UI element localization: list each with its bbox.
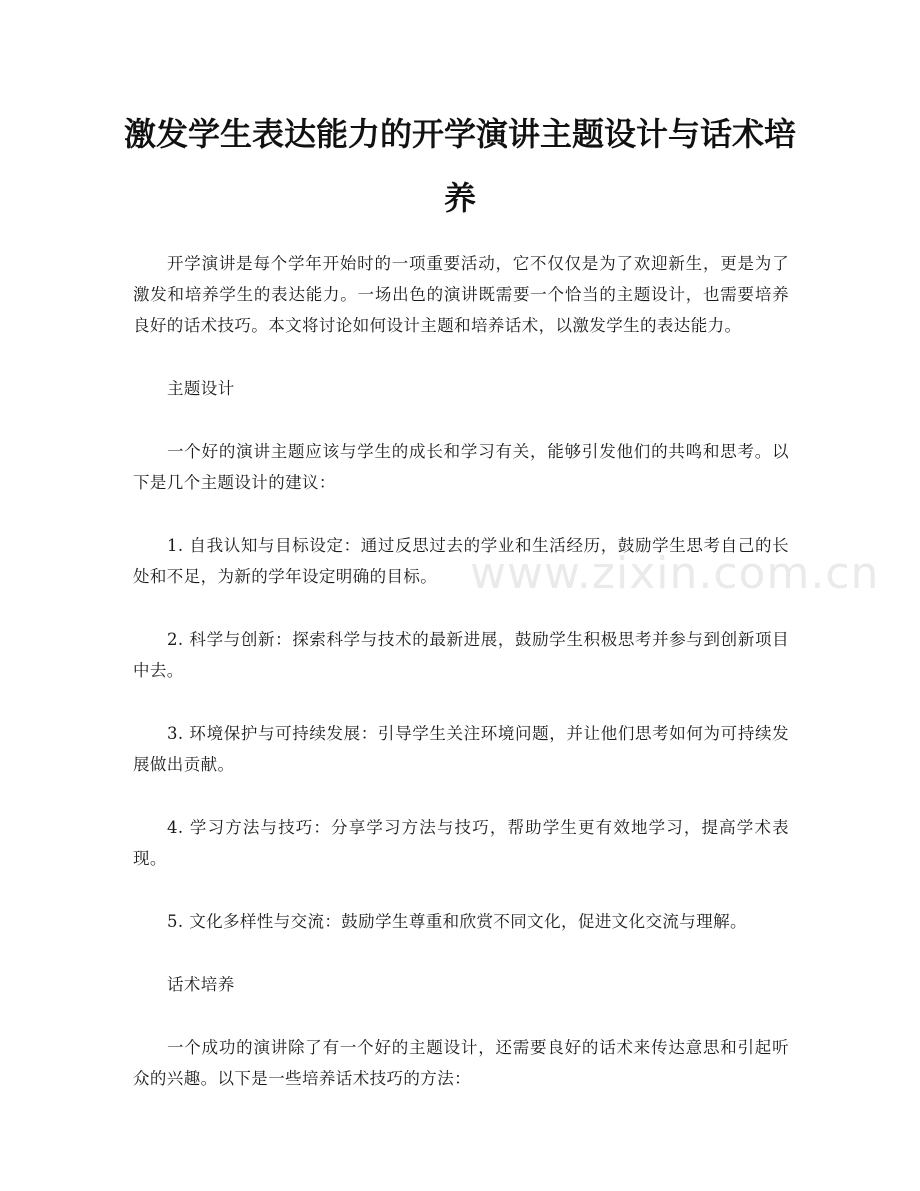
theme-design-paragraph: 一个好的演讲主题应该与学生的成长和学习有关，能够引发他们的共鸣和思考。以下是几个主题设计的建议：: [133, 442, 789, 492]
list-item-1: 1. 自我认知与目标设定：通过反思过去的学业和生活经历，鼓励学生思考自己的长处和不足，为新的学年设定明确的目标。: [133, 536, 789, 586]
list-item-5: 5. 文化多样性与交流：鼓励学生尊重和欣赏不同文化，促进文化交流与理解。: [167, 912, 747, 931]
document-title: 激发学生表达能力的开学演讲主题设计与话术培养: [123, 115, 796, 217]
list-item-3: 3. 环境保护与可持续发展：引导学生关注环境问题，并让他们思考如何为可持续发展做出贡献。: [133, 724, 789, 774]
intro-paragraph: 开学演讲是每个学年开始时的一项重要活动，它不仅仅是为了欢迎新生，更是为了激发和培养学生的表达能力。一场出色的演讲既需要一个恰当的主题设计，也需要培养良好的话术技巧。本文将讨论如何设计主题和培养话术，以激发学生的表达能力。: [133, 254, 789, 335]
watermark: www.zixin.com.cn: [470, 548, 880, 599]
list-item-4: 4. 学习方法与技巧：分享学习方法与技巧，帮助学生更有效地学习，提高学术表现。: [133, 818, 789, 868]
section-heading-speech-skills: 话术培养: [167, 975, 235, 994]
section-heading-theme-design: 主题设计: [167, 379, 235, 398]
speech-skills-paragraph: 一个成功的演讲除了有一个好的主题设计，还需要良好的话术来传达意思和引起听众的兴趣。以下是一些培养话术技巧的方法：: [133, 1038, 789, 1088]
list-item-2: 2. 科学与创新：探索科学与技术的最新进展，鼓励学生积极思考并参与到创新项目中去。: [133, 630, 789, 680]
document-body: [133, 248, 789, 1126]
